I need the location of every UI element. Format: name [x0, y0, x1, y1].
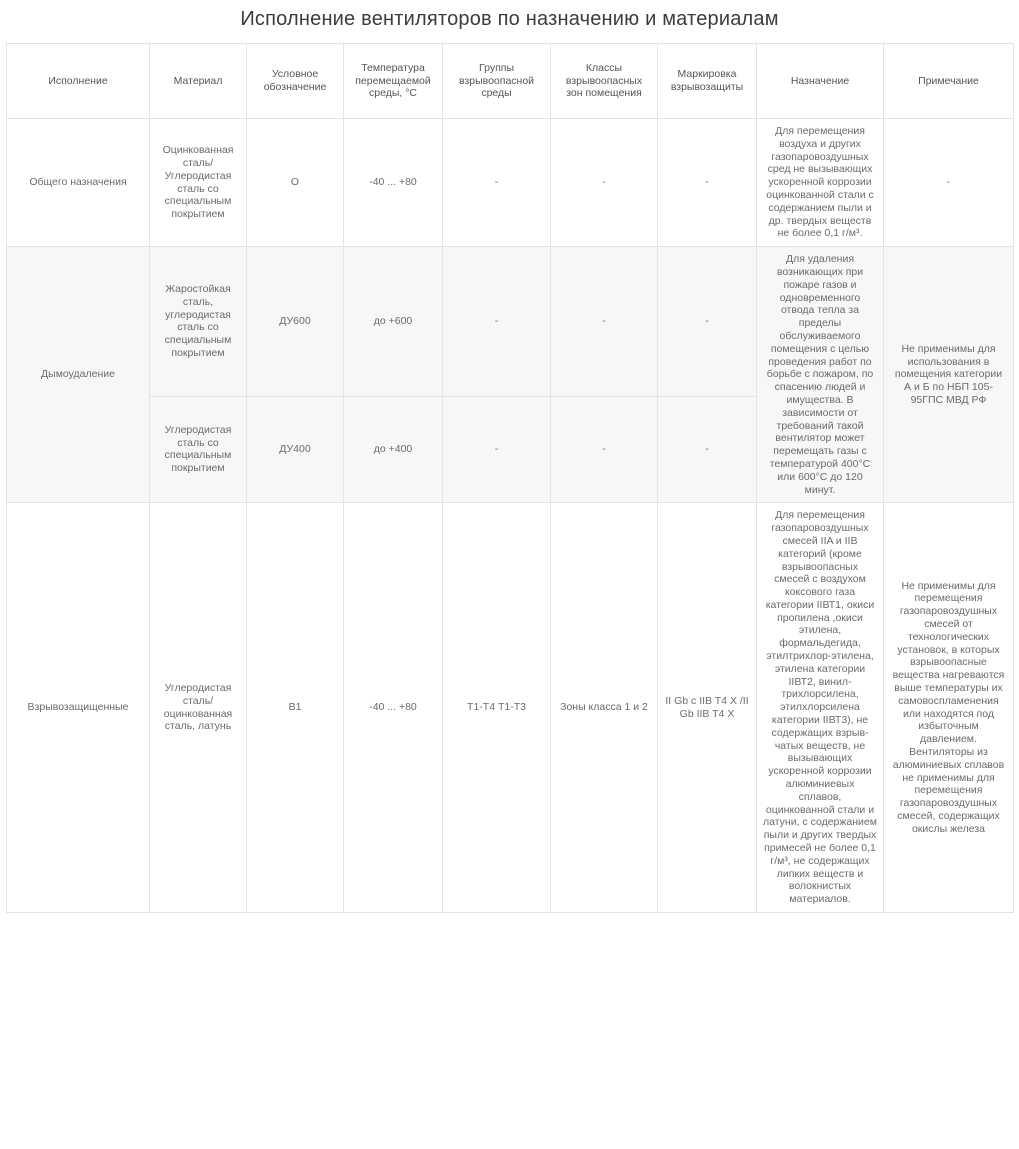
cell-oboznachenie: О [247, 119, 344, 247]
cell-primechanie: Не применимы для перемещения газопаровоздушных смесей от технологических установок, в которых взрывоопасные вещества нагреваются выше температуры их самовоспламенения или находятся под избыточным давлением. Вентиляторы из алюминиевых сплавов не применимы для перемещения газопаровоздушных смесей, содержащих окислы железа [884, 503, 1014, 913]
column-header-material: Материал [150, 44, 247, 119]
cell-material: Углеродистая сталь со специальным покрытием [150, 396, 247, 503]
cell-temperatura: -40 ... +80 [344, 503, 443, 913]
cell-klassy: - [551, 247, 658, 396]
cell-gruppy: - [443, 396, 551, 503]
cell-klassy: - [551, 119, 658, 247]
table-header [7, 44, 1014, 119]
table-row [7, 119, 1014, 247]
column-header-ispolnenie: Исполнение [7, 44, 150, 119]
cell-oboznachenie: В1 [247, 503, 344, 913]
cell-primechanie: - [884, 119, 1014, 247]
cell-material: Оцинкованная сталь/ Углеродистая сталь со специальным покрытием [150, 119, 247, 247]
column-header-naznachenie: Назначение [757, 44, 884, 119]
table-row [7, 247, 1014, 396]
cell-ispolnenie: Общего назначения [7, 119, 150, 247]
cell-markirovka: - [658, 396, 757, 503]
column-header-markirovka: Маркировка взрывозащиты [658, 44, 757, 119]
cell-material: Жаростойкая сталь, углеродистая сталь со специальным покрытием [150, 247, 247, 396]
column-header-primechanie: Примечание [884, 44, 1014, 119]
cell-gruppy: - [443, 119, 551, 247]
cell-temperatura: -40 ... +80 [344, 119, 443, 247]
cell-markirovka: II Gb c IIB T4 X /II Gb IIB T4 X [658, 503, 757, 913]
column-header-temperatura: Температура перемещаемой среды, °С [344, 44, 443, 119]
cell-klassy: - [551, 396, 658, 503]
cell-oboznachenie: ДУ400 [247, 396, 344, 503]
cell-ispolnenie: Взрывозащищенные [7, 503, 150, 913]
cell-material: Углеродистая сталь/ оцинкованная сталь, латунь [150, 503, 247, 913]
cell-temperatura: до +400 [344, 396, 443, 503]
cell-oboznachenie: ДУ600 [247, 247, 344, 396]
cell-naznachenie: Для удаления возникающих при пожаре газов и одновременного отвода тепла за пределы обслуживаемого помещения с целью проведения работ по борьбе с пожаром, по спасению людей и имущества. В зависимости от требований такой вентилятор может перемещать газы с температурой 400°С или 600°С до 120 минут. [757, 247, 884, 503]
cell-markirovka: - [658, 119, 757, 247]
cell-naznachenie: Для перемещения воздуха и других газопаровоздушных сред не вызывающих ускоренной коррозии оцинкованной стали с содержанием пыли и др. твердых веществ не более 0,1 г/м³. [757, 119, 884, 247]
cell-klassy: Зоны класса 1 и 2 [551, 503, 658, 913]
table-body [7, 119, 1014, 913]
cell-temperatura: до +600 [344, 247, 443, 396]
cell-gruppy: - [443, 247, 551, 396]
cell-primechanie: Не применимы для использования в помещения категории А и Б по НБП 105-95ГПС МВД РФ [884, 247, 1014, 503]
table-header-row [7, 44, 1014, 119]
column-header-oboznachenie: Условное обозначение [247, 44, 344, 119]
table-row [7, 503, 1014, 913]
cell-naznachenie: Для перемещения газопаровоздушных смесей IIA и IIB категорий (кроме взрывоопасных смесей с воздухом коксового газа категории IIВТ1, окиси пропилена ,окиси этилена, формальдегида, этилтрихлор-этилена, этилена категории IIВТ2, винил-трихлорсилена, этилхлорсилена категории IIВТ3), не содержащих взрыв-чатых веществ, не вызывающих ускоренной коррозии алюминиевых сплавов, оцинкованной стали и латуни, с содержанием пыли и других твердых примесей не более 0,1 г/м³, не содержащих липких веществ и волокнистых материалов. [757, 503, 884, 913]
page-title: Исполнение вентиляторов по назначению и материалам [240, 8, 779, 30]
document-page [0, 8, 1019, 913]
cell-ispolnenie: Дымоудаление [7, 247, 150, 503]
cell-markirovka: - [658, 247, 757, 396]
column-header-gruppy: Группы взрывоопасной среды [443, 44, 551, 119]
column-header-klassy: Классы взрывоопасных зон помещения [551, 44, 658, 119]
ventilator-spec-table [6, 43, 1014, 913]
cell-gruppy: Т1-Т4 Т1-Т3 [443, 503, 551, 913]
